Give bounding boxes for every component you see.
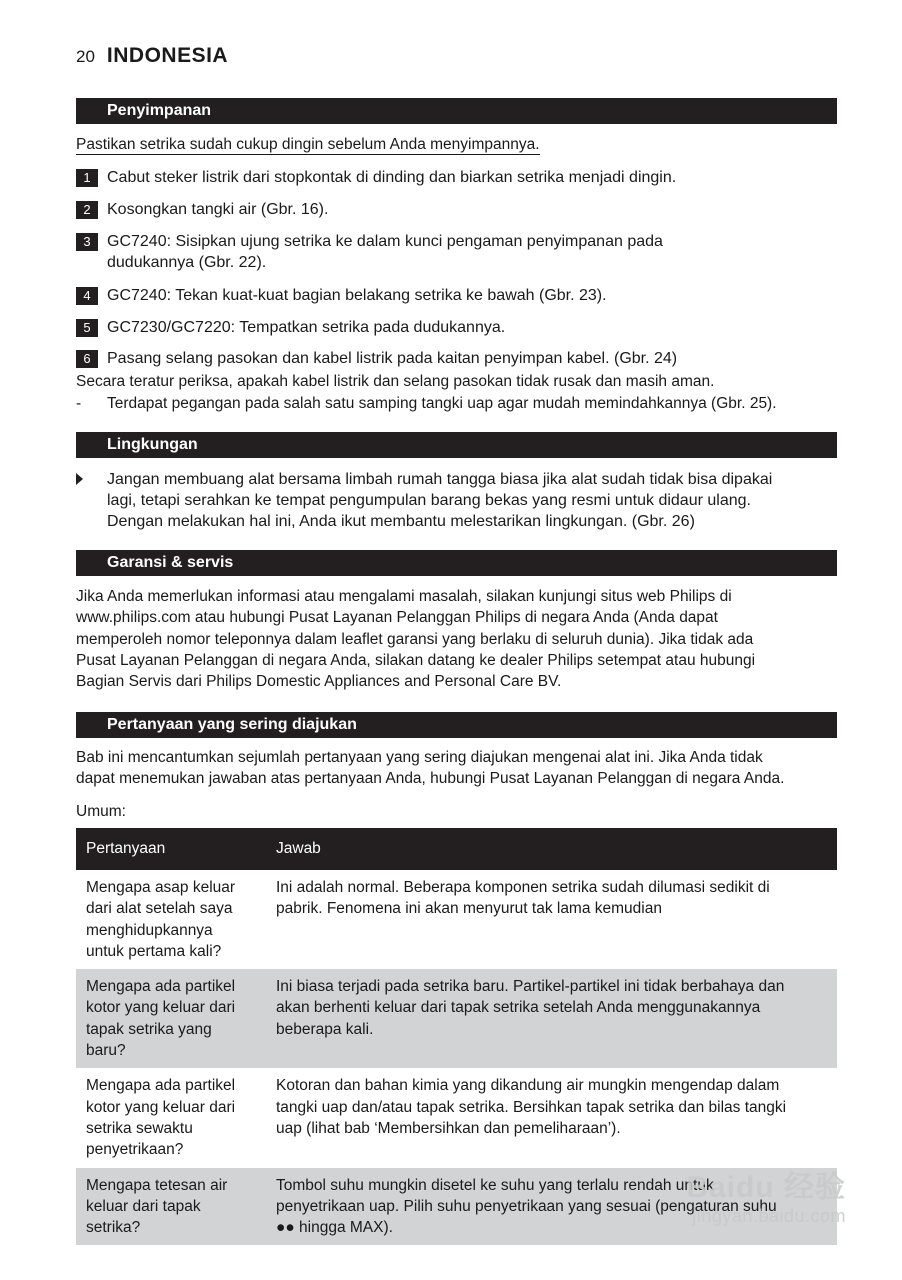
step-number: 1 <box>76 169 98 187</box>
step-text: Kosongkan tangki air (Gbr. 16). <box>107 201 329 218</box>
answer-cell <box>266 1068 837 1167</box>
cell-line: Mengapa ada partikel <box>86 978 236 996</box>
section-header-guarantee: Garansi & servis <box>76 550 837 576</box>
cell-line: penyetrikaan? <box>86 1141 184 1159</box>
step-number: 5 <box>76 319 98 337</box>
section-header-storage: Penyimpanan <box>76 98 837 124</box>
cell-line: dari alat setelah saya <box>86 900 233 918</box>
step-text: GC7240: Sisipkan ujung setrika ke dalam kunci pengaman penyimpanan pada <box>107 233 663 250</box>
cell-line: Mengapa ada partikel <box>86 1077 236 1095</box>
cell-line: tapak setrika yang <box>86 1020 212 1038</box>
environment-line: lagi, tetapi serahkan ke tempat pengumpulan barang bekas yang resmi untuk didaur ulang. <box>107 492 751 509</box>
cell-line: menghidupkannya <box>86 921 213 939</box>
column-header-question: Pertanyaan <box>76 828 266 870</box>
page-header <box>76 44 228 68</box>
cell-line: Ini biasa terjadi pada setrika baru. Partikel-partikel ini tidak berbahaya dan <box>276 978 785 996</box>
cell-line: Ini adalah normal. Beberapa komponen setrika sudah dilumasi sedikit di <box>276 879 770 896</box>
bullet-arrow-icon <box>76 473 83 485</box>
step-text: Pasang selang pasokan dan kabel listrik pada kaitan penyimpan kabel. (Gbr. 24) <box>107 350 678 367</box>
table-row <box>76 870 837 969</box>
cell-line: Kotoran dan bahan kimia yang dikandung air mungkin mengendap dalam <box>276 1077 780 1095</box>
watermark-site: jingyan.baidu.com <box>692 1206 846 1226</box>
question-cell <box>76 1068 266 1167</box>
faq-intro <box>76 747 846 790</box>
cell-line: penyetrikaan uap. Pilih suhu penyetrikaan yang sesuai (pengaturan suhu <box>276 1197 777 1215</box>
faq-subheading: Umum: <box>76 803 126 820</box>
cell-line: ●● hingga MAX). <box>276 1219 393 1237</box>
column-header-answer: Jawab <box>266 828 837 870</box>
dash-mark: - <box>76 395 82 412</box>
cell-line: baru? <box>86 1042 126 1060</box>
paragraph-line <box>76 607 846 628</box>
step-text-cont: dudukannya (Gbr. 22). <box>107 254 267 271</box>
philips-url-link[interactable]: www.philips.com <box>76 609 191 627</box>
paragraph-line: memperoleh nomor teleponnya dalam leaflet garansi yang berlaku di seluruh dunia). Jika tidak ada <box>76 630 754 648</box>
cell-line: Tombol suhu mungkin disetel ke suhu yang terlalu rendah untuk <box>276 1176 714 1194</box>
step-number: 6 <box>76 350 98 368</box>
faq-table-header <box>76 828 837 870</box>
paragraph-line: Jika Anda memerlukan informasi atau mengalami masalah, silakan kunjungi situs web Philips di <box>76 588 732 605</box>
cell-line: beberapa kali. <box>276 1020 374 1038</box>
cell-line: akan berhenti keluar dari tapak setrika setelah Anda menggunakannya <box>276 999 761 1017</box>
step-number: 4 <box>76 287 98 305</box>
paragraph-line: Bab ini mencantumkan sejumlah pertanyaan yang sering diajukan mengenai alat ini. Jika Anda tidak <box>76 749 763 766</box>
cell-line: kotor yang keluar dari <box>86 999 236 1017</box>
cell-line: untuk pertama kali? <box>86 942 222 960</box>
step-number: 3 <box>76 233 98 251</box>
guarantee-paragraph <box>76 586 846 692</box>
page-number: 20 <box>76 47 95 66</box>
storage-intro <box>76 134 540 155</box>
cell-line: Mengapa tetesan air <box>86 1176 228 1194</box>
cell-line: keluar dari tapak <box>86 1197 201 1215</box>
environment-line: Jangan membuang alat bersama limbah rumah tangga biasa jika alat sudah tidak bisa dipakai <box>107 471 773 488</box>
environment-line: Dengan melakukan hal ini, Anda ikut membantu melestarikan lingkungan. (Gbr. 26) <box>107 513 695 530</box>
watermark-brand: Baidu 经验 <box>686 1171 846 1204</box>
language-title: INDONESIA <box>106 44 229 67</box>
paragraph-line-rest: atau hubungi Pusat Layanan Pelanggan Philips di negara Anda (Anda dapat <box>190 609 718 627</box>
paragraph-line: dapat menemukan jawaban atas pertanyaan Anda, hubungi Pusat Layanan Pelanggan di negara Anda. <box>76 770 785 788</box>
cell-line: Mengapa asap keluar <box>86 879 236 896</box>
cell-line: setrika sewaktu <box>86 1119 193 1137</box>
cell-line: kotor yang keluar dari <box>86 1098 236 1116</box>
cell-line: tangki uap dan/atau tapak setrika. Bersihkan tapak setrika dan bilas tangki <box>276 1098 787 1116</box>
step-text: GC7240: Tekan kuat-kuat bagian belakang setrika ke bawah (Gbr. 23). <box>107 287 607 304</box>
section-header-environment: Lingkungan <box>76 432 837 458</box>
question-cell <box>76 870 266 969</box>
step-text: Cabut steker listrik dari stopkontak di dinding dan biarkan setrika menjadi dingin. <box>107 169 677 186</box>
baidu-watermark <box>686 1162 846 1227</box>
question-cell <box>76 969 266 1068</box>
step-text: GC7230/GC7220: Tempatkan setrika pada dudukannya. <box>107 319 506 336</box>
cell-line: uap (lihat bab ‘Membersihkan dan pemeliharaan’). <box>276 1119 621 1137</box>
answer-cell <box>266 969 837 1068</box>
dash-text: Terdapat pegangan pada salah satu samping tangki uap agar mudah memindahkannya (Gbr. 25). <box>107 395 777 412</box>
table-row <box>76 969 837 1068</box>
cell-line: pabrik. Fenomena ini akan menyurut tak lama kemudian <box>276 900 662 918</box>
cell-line: setrika? <box>86 1219 141 1237</box>
storage-note: Secara teratur periksa, apakah kabel listrik dan selang pasokan tidak rusak dan masih aman. <box>76 373 715 390</box>
paragraph-line: Bagian Servis dari Philips Domestic Appliances and Personal Care BV. <box>76 673 562 691</box>
paragraph-line: Pusat Layanan Pelanggan di negara Anda, silakan datang ke dealer Philips setempat atau hubungi <box>76 651 756 669</box>
answer-cell <box>266 870 837 969</box>
step-number: 2 <box>76 201 98 219</box>
storage-intro-text: Pastikan setrika sudah cukup dingin sebelum Anda menyimpannya. <box>76 136 540 153</box>
table-row <box>76 1068 837 1167</box>
section-header-faq: Pertanyaan yang sering diajukan <box>76 712 837 738</box>
question-cell <box>76 1168 266 1246</box>
